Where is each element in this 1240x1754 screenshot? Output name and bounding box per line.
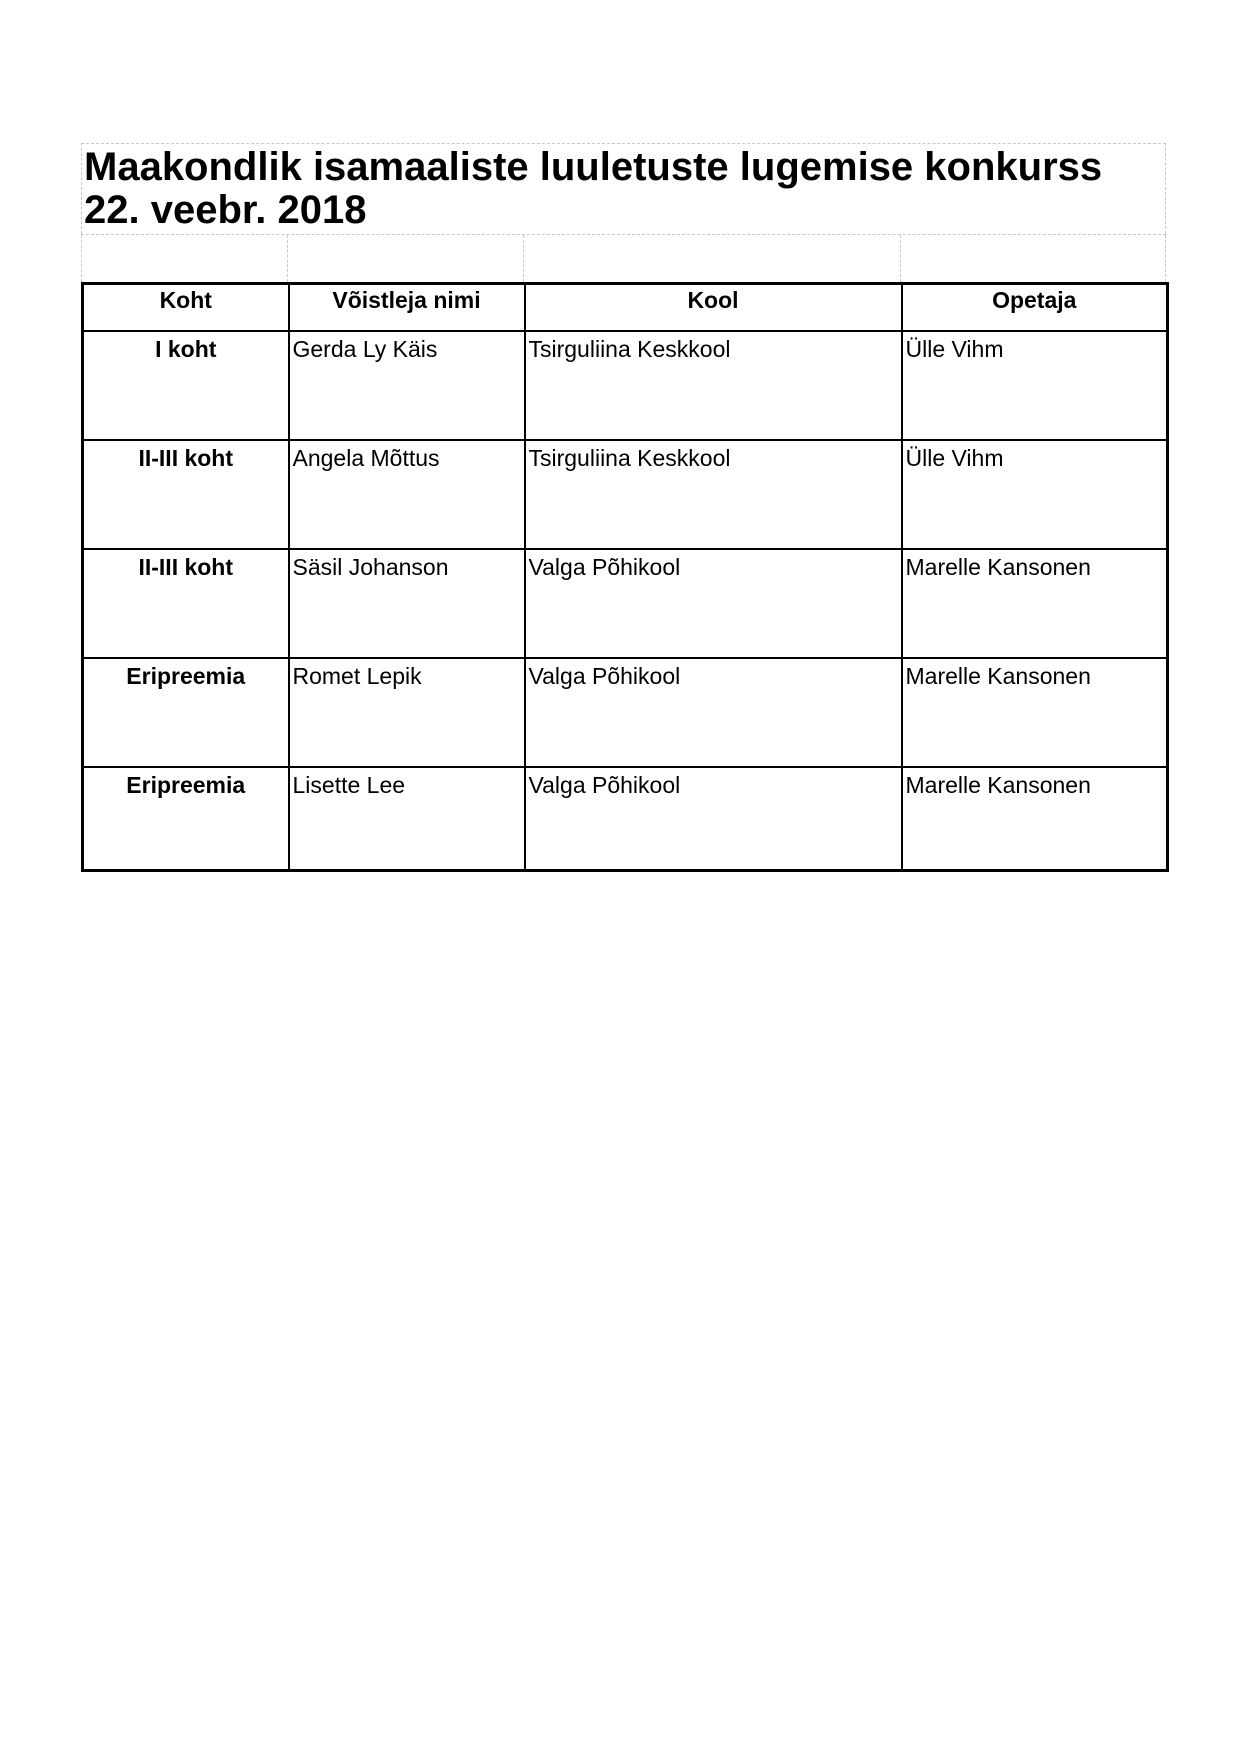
document-title: Maakondlik isamaaliste luuletuste lugemise konkurss	[84, 145, 1103, 189]
table-row	[83, 658, 1168, 767]
place-cell: II-III koht	[83, 549, 289, 658]
title-block	[81, 143, 1166, 234]
contestant-name-cell: Lisette Lee	[289, 767, 525, 871]
empty-cell	[287, 235, 523, 282]
contestant-name-cell: Säsil Johanson	[289, 549, 525, 658]
school-cell: Valga Põhikool	[525, 658, 902, 767]
school-cell: Valga Põhikool	[525, 549, 902, 658]
contestant-name-cell: Angela Mõttus	[289, 440, 525, 549]
school-cell: Tsirguliina Keskkool	[525, 331, 902, 440]
empty-cell	[900, 235, 1166, 282]
teacher-cell: Ülle Vihm	[902, 331, 1168, 440]
table-row	[83, 549, 1168, 658]
teacher-cell: Marelle Kansonen	[902, 767, 1168, 871]
results-table	[81, 282, 1169, 872]
place-cell: Eripreemia	[83, 767, 289, 871]
teacher-cell: Marelle Kansonen	[902, 549, 1168, 658]
table-row	[83, 331, 1168, 440]
results-sheet	[81, 143, 1166, 872]
school-cell: Tsirguliina Keskkool	[525, 440, 902, 549]
place-cell: I koht	[83, 331, 289, 440]
document-date: 22. veebr. 2018	[84, 188, 367, 232]
teacher-cell: Marelle Kansonen	[902, 658, 1168, 767]
contestant-name-cell: Gerda Ly Käis	[289, 331, 525, 440]
header-teacher: Opetaja	[902, 284, 1168, 332]
header-place: Koht	[83, 284, 289, 332]
table-row	[83, 440, 1168, 549]
place-cell: Eripreemia	[83, 658, 289, 767]
empty-cell	[523, 235, 900, 282]
empty-cell	[81, 235, 287, 282]
contestant-name-cell: Romet Lepik	[289, 658, 525, 767]
empty-spacer-row	[81, 234, 1166, 282]
table-header-row	[83, 284, 1168, 332]
header-contestant-name: Võistleja nimi	[289, 284, 525, 332]
header-school: Kool	[525, 284, 902, 332]
teacher-cell: Ülle Vihm	[902, 440, 1168, 549]
table-row	[83, 767, 1168, 871]
school-cell: Valga Põhikool	[525, 767, 902, 871]
place-cell: II-III koht	[83, 440, 289, 549]
